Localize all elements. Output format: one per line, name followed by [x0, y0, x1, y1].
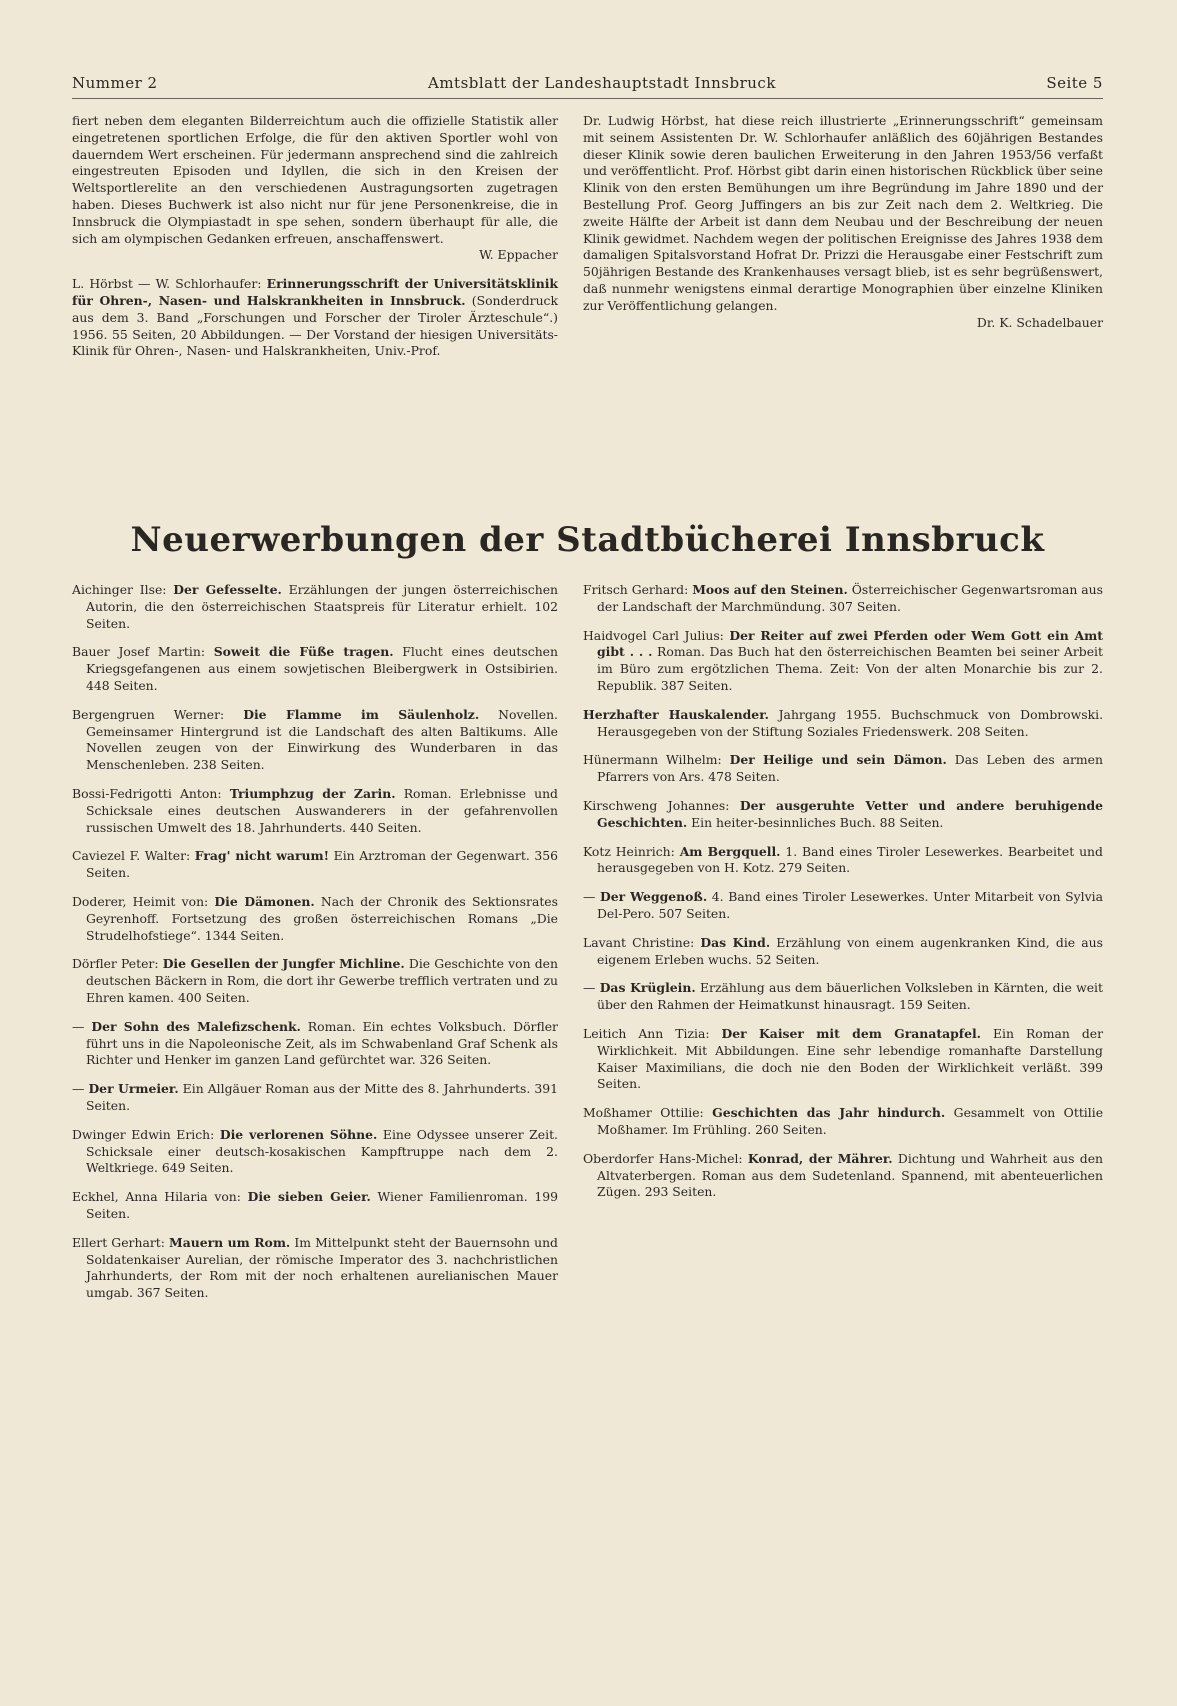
book-title: Geschichten das Jahr hindurch.: [712, 1105, 946, 1121]
book-entry: [72, 707, 558, 774]
book-title: Der Gefesselte.: [173, 582, 282, 597]
book-description: Erzählung von einem augenkranken Kind, die aus eigenem Erleben wuchs. 52 Seiten.: [597, 934, 1103, 967]
book-author: Kirschweng Johannes:: [583, 797, 740, 813]
book-entry: [72, 956, 558, 1006]
book-entry: [72, 1081, 558, 1115]
book-description: Ein Allgäuer Roman aus der Mitte des 8. Jahrhunderts. 391 Seiten.: [86, 1081, 558, 1113]
book-entry: [72, 894, 558, 944]
book-author: —: [583, 980, 600, 996]
book-author: Eckhel, Anna Hilaria von:: [72, 1189, 248, 1205]
book-title: Moos auf den Steinen.: [692, 582, 848, 597]
book-entry: [583, 1151, 1103, 1201]
book-author: Ellert Gerhart:: [72, 1234, 170, 1250]
book-entry: [583, 582, 1103, 616]
book-title: Das Krüglein.: [599, 980, 696, 996]
review-signature: Dr. K. Schadelbauer: [976, 314, 1103, 330]
book-title: Die Gesellen der Jungfer Michline.: [162, 956, 405, 972]
book-author: Moßhamer Ottilie:: [583, 1105, 713, 1121]
book-description: Eine Odyssee unserer Zeit. Schicksale einer deutsch-kosakischen Kampftruppe nach dem 2. Weltkriege. 649 Seiten.: [86, 1126, 558, 1176]
book-title: Die Dämonen.: [214, 893, 315, 909]
header-rule: [72, 98, 1103, 99]
book-entry: [72, 1127, 558, 1177]
publication-title: Amtsblatt der Landeshauptstadt Innsbruck: [427, 74, 776, 92]
book-title: Der Sohn des Malefizschenk.: [91, 1018, 301, 1034]
acquisitions-column-left: [72, 582, 558, 1314]
review-book-title: Erinnerungsschrift der Universitätsklinik für Ohren-, Nasen- und Halskrankheiten in Innsbruck.: [72, 276, 558, 308]
book-title: Der Weggenoß.: [600, 889, 708, 905]
book-author: Lavant Christine:: [583, 934, 701, 950]
issue-number: Nummer 2: [72, 74, 158, 92]
page-header: [72, 70, 1103, 96]
book-title: Der ausgeruhte Vetter und andere beruhigende Geschichten.: [597, 797, 1104, 830]
book-description: Roman. Das Buch hat den österreichischen Beamten bei seiner Arbeit im Büro zum ergötzlichen Thema. Zeit: Von der alten Monarchie bis zur 2. Republik. 387 Seiten.: [597, 644, 1103, 693]
review-column-right: [583, 113, 1103, 343]
review-authors: L. Hörbst — W. Schlorhaufer:: [72, 276, 267, 292]
book-description: 1. Band eines Tiroler Lesewerkes. Bearbeitet und herausgegeben von H. Kotz. 279 Seiten.: [597, 843, 1103, 876]
book-description: Wiener Familienroman. 199 Seiten.: [86, 1189, 559, 1221]
book-description: Das Leben des armen Pfarrers von Ars. 478 Seiten.: [597, 752, 1103, 785]
book-description: Jahrgang 1955. Buchschmuck von Dombrowski. Herausgegeben von der Stiftung Soziales Friedenswerk. 208 Seiten.: [597, 706, 1104, 739]
book-title: Triumphzug der Zarin.: [229, 785, 396, 801]
book-entry: [583, 798, 1103, 832]
review-paragraph: [583, 113, 1103, 331]
book-title: Die verlorenen Söhne.: [219, 1126, 378, 1142]
book-author: Bauer Josef Martin:: [72, 644, 214, 660]
book-description: Erzählung aus dem bäuerlichen Volksleben in Kärnten, die weit über den Rahmen der Heimatkunst hinausragt. 159 Seiten.: [597, 980, 1103, 1013]
book-description: Novellen. Gemeinsamer Hintergrund ist die Landschaft des alten Baltikums. Alle Novellen zeugen von der Einwirkung des Wunderbaren in das Menschenleben. 238 Seiten.: [86, 706, 558, 773]
book-entry: [72, 1019, 558, 1069]
book-author: —: [72, 1081, 89, 1097]
book-entry: [583, 707, 1103, 741]
book-author: Fritsch Gerhard:: [583, 582, 693, 597]
review-paragraph: [72, 113, 558, 264]
book-entry: [583, 935, 1103, 969]
book-description: 4. Band eines Tiroler Lesewerkes. Unter Mitarbeit von Sylvia Del-Pero. 507 Seiten.: [597, 889, 1103, 921]
book-title: Soweit die Füße tragen.: [213, 644, 394, 660]
book-title: Das Kind.: [700, 934, 771, 950]
book-author: Oberdorfer Hans-Michel:: [583, 1150, 748, 1166]
book-title: Frag' nicht warum!: [194, 848, 330, 864]
book-entry: [583, 628, 1103, 695]
book-title: Mauern um Rom.: [169, 1234, 291, 1250]
book-description: Flucht eines deutschen Kriegsgefangenen aus einem sowjetischen Bleibergwerk in Ostsibirien. 448 Seiten.: [86, 644, 558, 693]
review-signature: W. Eppacher: [479, 247, 558, 263]
book-entry: [72, 582, 558, 632]
book-entry: [72, 786, 558, 836]
book-author: Aichinger Ilse:: [72, 582, 174, 597]
book-entry: [72, 1189, 558, 1223]
book-description: Ein Arztroman der Gegenwart. 356 Seiten.: [86, 848, 558, 881]
book-description: Dichtung und Wahrheit aus den Altvaterbergen. Roman aus dem Sudetenland. Spannend, mit abenteuerlichen Zügen. 293 Seiten.: [597, 1150, 1104, 1200]
book-entry: [72, 1235, 558, 1302]
section-title: Neuerwerbungen der Stadtbücherei Innsbruck: [130, 520, 1045, 560]
book-description: Im Mittelpunkt steht der Bauernsohn und Soldatenkaiser Aurelian, der römische Imperator des 3. nachchristlichen Jahrhunderts, der Rom mit der noch erhaltenen aurelianischen Mauer umgab. 367 Seiten.: [86, 1234, 558, 1301]
book-description: Roman. Ein echtes Volksbuch. Dörfler führt uns in die Napoleonische Zeit, als im Schwabenland Graf Schenk als Richter und Henker im ganzen Land gefürchtet war. 326 Seiten.: [86, 1018, 558, 1068]
review-text: fiert neben dem eleganten Bilderreichtum auch die offizielle Statistik aller eingetretenen sportlichen Erfolge, die für den aktiven Sportler wohl von dauerndem Wert erscheinen. Für jedermann ansprechend sind die zahlreich eingestreuten Episoden und Idyllen, die sich in den Kreisen der Weltsportlerelite an den verschiedenen Austragungsorten zugetragen haben. Dieses Buchwerk ist also nicht nur für jene Personenkreise, die in Innsbruck die Olympiastadt in spe sehen, sondern überhaupt für alle, die sich am olympischen Gedanken erfreuen, anschaffenswert.: [72, 113, 558, 246]
book-author: Caviezel F. Walter:: [72, 848, 195, 864]
book-author: Hünermann Wilhelm:: [583, 752, 730, 768]
book-author: Bergengruen Werner:: [72, 706, 244, 722]
book-author: Dörfler Peter:: [72, 956, 163, 972]
book-title: Die sieben Geier.: [247, 1189, 371, 1205]
book-entry: [72, 644, 558, 694]
review-column-left: [72, 113, 558, 372]
review-paragraph: [72, 276, 558, 360]
book-entry: [583, 844, 1103, 878]
book-entry: [583, 1105, 1103, 1139]
book-author: Bossi-Fedrigotti Anton:: [72, 785, 230, 801]
book-title: Die Flamme im Säulenholz.: [243, 706, 480, 722]
book-author: —: [583, 889, 601, 905]
acquisitions-column-right: [583, 582, 1103, 1213]
review-text: Dr. Ludwig Hörbst, hat diese reich illustrierte „Erinnerungsschrift“ gemeinsam mit seinem Assistenten Dr. W. Schlorhaufer anläßlich des 60jährigen Bestandes dieser Klinik sowie deren baulichen Erweiterung in den Jahren 1953/56 verfaßt und veröffentlicht. Prof. Hörbst gibt darin einen historischen Rückblick über seine Klinik von den ersten Bemühungen um ihre Begründung im Jahre 1890 und der Bestellung Prof. Georg Juffingers an bis zur Zeit nach dem 2. Weltkrieg. Die zweite Hälfte der Arbeit ist dann dem Neubau und der Beschreibung der neuen Klinik gewidmet. Nachdem wegen der politischen Ereignisse des Jahres 1938 dem damaligen Spitalsvorstand Hofrat Dr. Prizzi die Herausgabe einer Festschrift zum 50jährigen Bestande des Krankenhauses versagt blieb, ist es sehr begrüßenswert, daß nunmehr wenigstens einmal derartige Monographien über einzelne Kliniken zur Veröffentlichung gelangen.: [583, 113, 1103, 313]
book-author: Dwinger Edwin Erich:: [72, 1126, 220, 1142]
book-title: Der Kaiser mit dem Granatapfel.: [721, 1025, 981, 1041]
book-author: Doderer, Heimit von:: [72, 893, 215, 909]
review-text: (Sonderdruck aus dem 3. Band „Forschungen und Forscher der Tiroler Ärzteschule“.) 1956. 55 Seiten, 20 Abbildungen. — Der Vorstand der hiesigen Universitäts-Klinik für Ohren-, Nasen- und Halskrankheiten, Univ.-Prof.: [72, 292, 558, 359]
book-entry: [583, 752, 1103, 786]
book-description: Roman. Erlebnisse und Schicksale eines deutschen Auswanderers in der gefahrenvollen russischen Umwelt des 18. Jahrhunderts. 440 Seiten.: [86, 785, 558, 835]
book-title: Herzhafter Hauskalender.: [583, 706, 769, 722]
book-description: Nach der Chronik des Sektionsrates Geyrenhoff. Fortsetzung des großen österreichischen Romans „Die Strudelhofstiege“. 1344 Seiten.: [86, 893, 559, 943]
book-description: Die Geschichte von den deutschen Bäckern in Rom, die dort ihr Gewerbe trefflich vertraten und zu Ehren kamen. 400 Seiten.: [86, 956, 558, 1005]
book-title: Der Urmeier.: [88, 1081, 179, 1097]
book-entry: [583, 889, 1103, 923]
book-entry: [583, 980, 1103, 1014]
book-description: Gesammelt von Ottilie Moßhamer. Im Frühling. 260 Seiten.: [597, 1105, 1104, 1137]
book-description: Ein Roman der Wirklichkeit. Mit Abbildungen. Eine sehr lebendige romanhafte Darstellung Kaiser Maximilians, die doch nie den Boden der Wirklichkeit verläßt. 399 Seiten.: [597, 1025, 1104, 1092]
book-description: Erzählungen der jungen österreichischen Autorin, die den österreichischen Staatspreis für Literatur erhielt. 102 Seiten.: [86, 582, 559, 631]
book-title: Konrad, der Mährer.: [747, 1150, 893, 1166]
book-title: Der Reiter auf zwei Pferden oder Wem Gott ein Amt gibt . . .: [597, 627, 1104, 660]
book-entry: [583, 1026, 1103, 1093]
book-description: Ein heiter-besinnliches Buch. 88 Seiten.: [687, 814, 944, 830]
page-number: Seite 5: [1046, 74, 1103, 92]
book-author: Kotz Heinrich:: [583, 843, 680, 859]
book-author: —: [72, 1018, 92, 1034]
book-title: Am Bergquell.: [679, 843, 781, 859]
book-entry: [72, 848, 558, 882]
book-title: Der Heilige und sein Dämon.: [729, 752, 947, 768]
book-description: Österreichischer Gegenwartsroman aus der Landschaft der Marchmündung. 307 Seiten.: [597, 582, 1104, 614]
book-author: Leitich Ann Tizia:: [583, 1025, 722, 1041]
book-author: Haidvogel Carl Julius:: [583, 627, 730, 643]
